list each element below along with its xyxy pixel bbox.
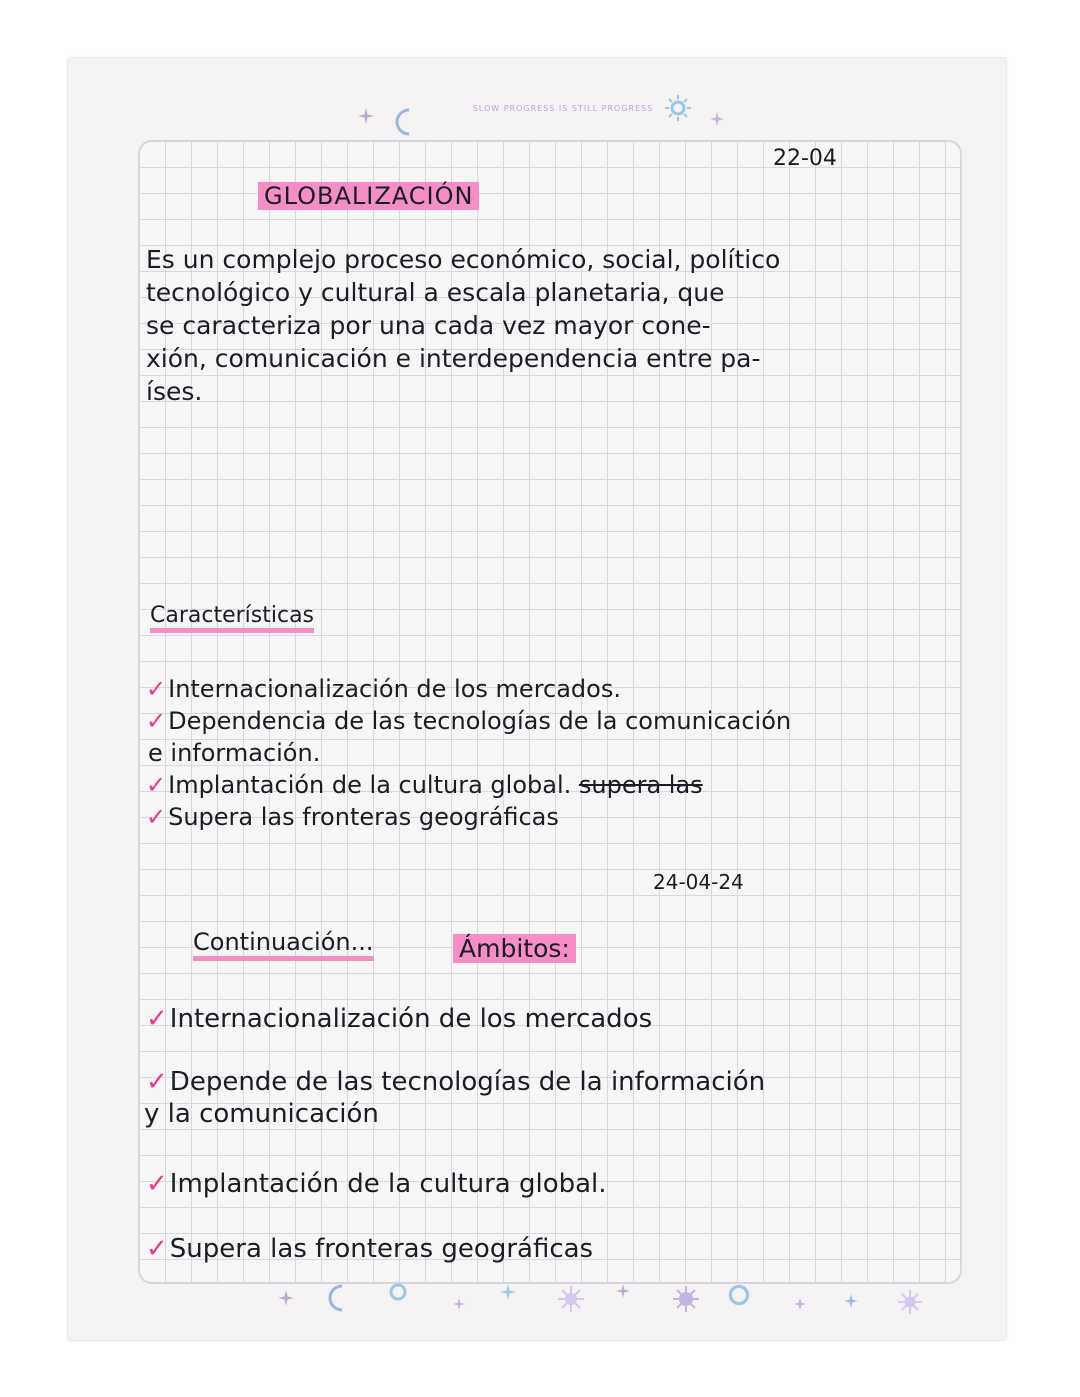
list-item-continuation: e información. <box>148 739 321 767</box>
top-banner <box>68 58 1006 148</box>
continuation-label: Continuación... <box>193 928 374 961</box>
star-icon <box>453 1298 465 1310</box>
check-icon: ✓ <box>146 771 167 799</box>
date-label: 24-04-24 <box>653 870 744 894</box>
definition-line: se caracteriza por una cada vez mayor cone- <box>146 311 711 340</box>
moon-icon <box>326 1284 348 1312</box>
sparkle-icon <box>358 108 374 124</box>
sun-icon <box>724 1280 754 1310</box>
page-title: GLOBALIZACIÓN <box>258 182 479 210</box>
definition-line: íses. <box>146 377 203 406</box>
flower-icon <box>673 1286 699 1312</box>
sparkle-icon <box>500 1284 516 1300</box>
section-title-caracteristicas: Características <box>150 603 314 633</box>
notebook-page <box>68 58 1006 1340</box>
check-icon: ✓ <box>146 1067 168 1097</box>
list-item: ✓Implantación de la cultura global. <box>146 1169 607 1199</box>
list-item: ✓Supera las fronteras geográficas <box>146 1234 594 1264</box>
definition-line: tecnológico y cultural a escala planetaria, que <box>146 278 725 307</box>
section-title-ambitos: Ámbitos: <box>453 934 576 963</box>
struck-text: supera las <box>578 771 703 799</box>
check-icon: ✓ <box>146 803 167 831</box>
sun-icon <box>664 94 692 122</box>
check-icon: ✓ <box>146 675 167 703</box>
star-icon <box>710 112 724 126</box>
sparkle-icon <box>844 1294 858 1308</box>
list-item: ✓Internacionalización de los mercados <box>146 1004 653 1034</box>
check-icon: ✓ <box>146 1234 168 1264</box>
list-item: ✓Depende de las tecnologías de la información <box>146 1067 766 1097</box>
flower-icon <box>898 1290 922 1314</box>
date-label: 22-04 <box>773 146 837 171</box>
check-icon: ✓ <box>146 707 167 735</box>
list-item: ✓Internacionalización de los mercados. <box>146 675 621 703</box>
sun-icon <box>384 1278 412 1306</box>
check-icon: ✓ <box>146 1169 168 1199</box>
star-icon <box>794 1298 806 1310</box>
list-item: ✓Dependencia de las tecnologías de la comunicación <box>146 707 792 735</box>
flower-icon <box>558 1286 584 1312</box>
list-item: ✓Implantación de la cultura global. supera las <box>146 771 703 799</box>
list-item-continuation: y la comunicación <box>144 1099 379 1129</box>
list-item: ✓Supera las fronteras geográficas <box>146 803 559 831</box>
check-icon: ✓ <box>146 1004 168 1034</box>
definition-line: xión, comunicación e interdependencia entre pa- <box>146 344 761 373</box>
definition-line: Es un complejo proceso económico, social, político <box>146 245 781 274</box>
motto-text: SLOW PROGRESS IS STILL PROGRESS <box>472 104 654 113</box>
sparkle-icon <box>278 1290 294 1306</box>
moon-icon <box>393 108 415 136</box>
definition-paragraph <box>146 243 966 408</box>
sparkle-icon <box>616 1284 630 1298</box>
